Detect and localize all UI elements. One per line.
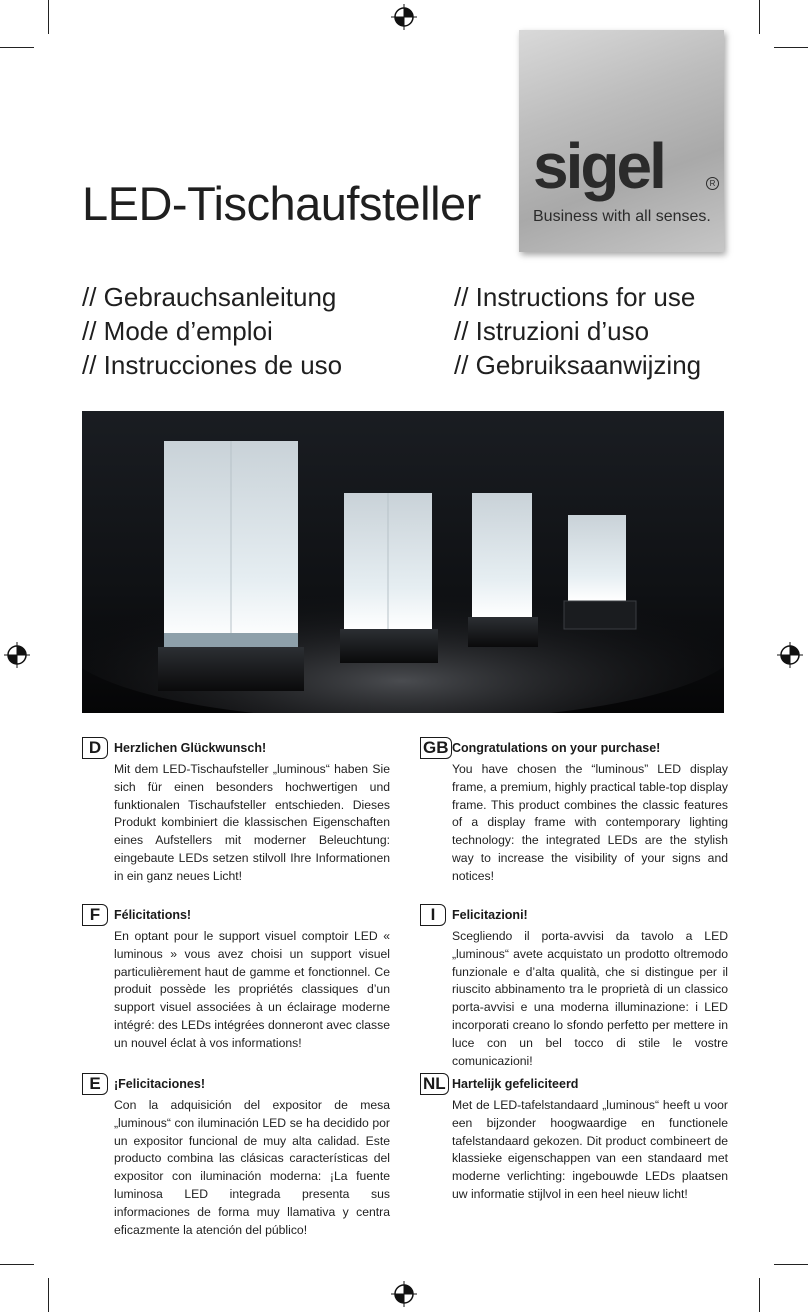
section-body: En optant pour le support visuel comptoir LED « luminous » vous avez choisi un support visuel particulièrement haut de gamme et fonctionnel. Ce produit possède les propriétés classiques d’un support visuel associées à un éclairage moderne intégré: des LEDs intégrées donneront avec classe un nouvel éclat à vos informations! [114,929,390,1050]
led-displays-illustration [82,411,724,713]
section-de [82,737,392,887]
section-heading: Congratulations on your purchase! [452,741,661,755]
crop-mark [774,1264,808,1265]
logo-registered-mark: R [706,177,719,190]
crop-mark [759,0,760,34]
logo-brand: sigel [533,130,664,202]
registration-mark-icon [391,4,417,30]
crop-mark [48,1278,49,1312]
section-body: Scegliendo il porta-avvisi da tavolo a LED „luminous“ avete acquistato un prodotto oltremodo funzionale e d’alta qualità, che si distingue per il riuscito abbinamento tra le proprietà di un classico porta-avvisi e una moderna illuminazione: i LED incorporati creano lo sfondo perfetto per mettere in luce con un bel tocco di stile le vostre comunicazioni! [452,929,728,1068]
section-body: Met de LED-tafelstandaard „luminous“ heeft u voor een bijzonder hoogwaardige en functionele tafelstandaard gekozen. Dit product combineert de klassieke eigenschappen van een standaard met moderne verlichting: ingebouwde LEDs plaatsen uw informatie stijlvol in een heel nieuw licht! [452,1098,728,1201]
subtitles-left [82,280,342,382]
product-photo [82,411,724,713]
subtitle-de: // Gebrauchsanleitung [82,282,337,312]
registration-mark-icon [391,1281,417,1307]
section-heading: ¡Felicitaciones! [114,1077,205,1091]
section-body: You have chosen the “luminous” LED display frame, a premium, highly practical table-top display frame. This product combines the classic features of a display frame with contemporary lighting technology: the integrated LEDs are the stylish way to increase the visibility of your signs and notices! [452,762,728,883]
language-badge-nl: NL [420,1073,449,1095]
page-title: LED-Tischaufsteller [82,177,481,230]
section-fr [82,904,392,1059]
section-body: Con la adquisición del expositor de mesa „luminous“ con iluminación LED se ha decidido por un expositor funcional de muy alta calidad. Este producto combina las clásicas características del expositor con iluminación moderna: ¡La fuente luminosa LED integrada presenta sus informaciones de forma muy llamativa y centra eficazmente la atención del público! [114,1098,390,1237]
section-heading: Félicitations! [114,908,192,922]
subtitle-nl: // Gebruiksaanwijzing [454,350,702,380]
crop-mark [0,47,34,48]
subtitle-fr: // Mode d’emploi [82,316,273,346]
section-it [420,904,730,1068]
sigel-logo [519,30,724,252]
section-gb [420,737,730,887]
section-body: Mit dem LED-Tischaufsteller „luminous“ haben Sie sich für einen besonders hochwertigen und funktionalen Tischaufsteller entschieden. Dieses Produkt kombiniert die klassischen Eigenschaften eines Aufstellers mit moderner Beleuchtung: eingebaute LEDs setzen stilvoll Ihre Informationen in ein ganz neues Licht! [114,762,390,883]
language-badge-it: I [420,904,446,926]
crop-mark [759,1278,760,1312]
subtitle-it: // Istruzioni d’uso [454,316,650,346]
section-es [82,1073,392,1237]
subtitles-right [454,280,701,382]
language-badge-de: D [82,737,108,759]
section-nl [420,1073,730,1228]
subtitle-es: // Instrucciones de uso [82,350,343,380]
crop-mark [0,1264,34,1265]
crop-mark [774,47,808,48]
language-badge-gb: GB [420,737,452,759]
section-heading: Herzlichen Glückwunsch! [114,741,267,755]
section-heading: Hartelijk gefeliciteerd [452,1077,579,1091]
section-heading: Felicitazioni! [452,908,528,922]
language-badge-fr: F [82,904,108,926]
registration-mark-icon [4,642,30,668]
subtitle-gb: // Instructions for use [454,282,696,312]
crop-mark [48,0,49,34]
logo-tagline: Business with all senses. [533,208,711,225]
registration-mark-icon [777,642,803,668]
language-badge-es: E [82,1073,108,1095]
